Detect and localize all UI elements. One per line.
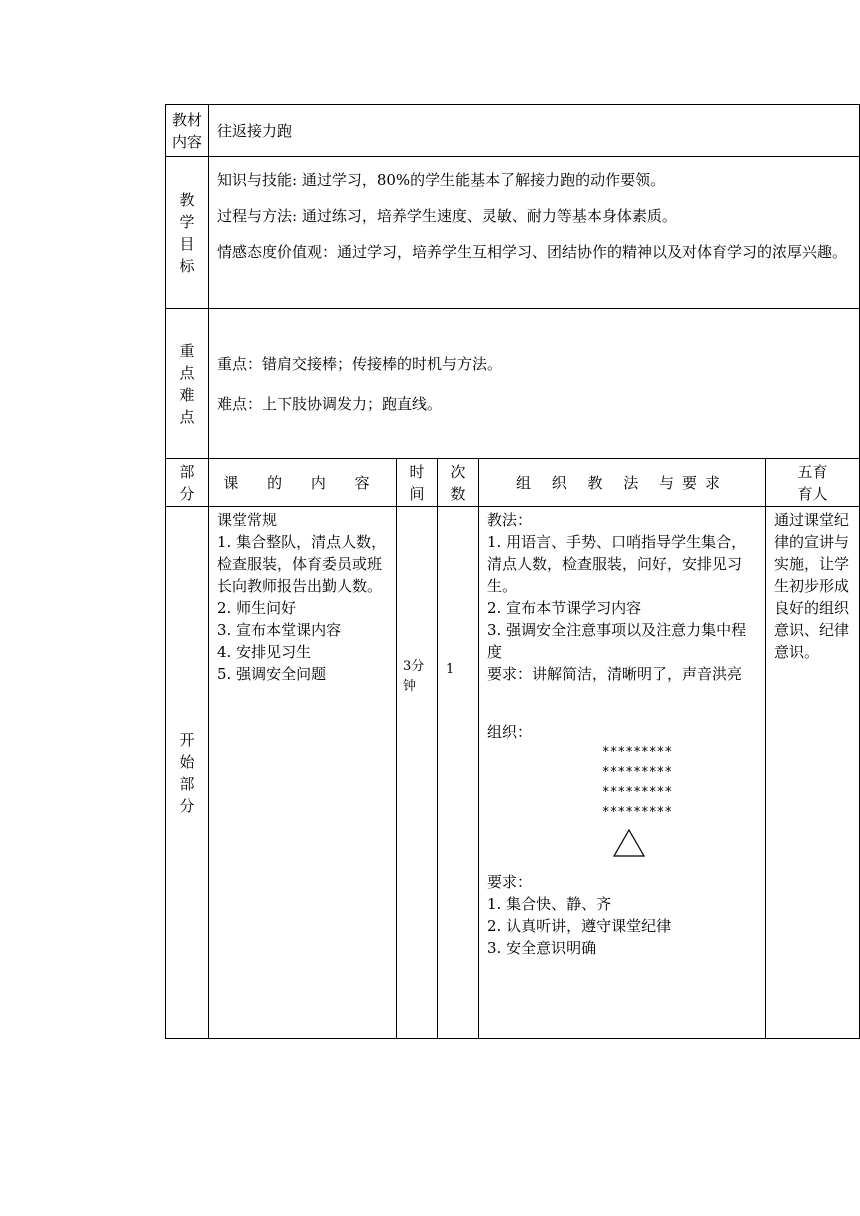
lesson-plan-table <box>165 104 860 1039</box>
teacher-triangle-icon <box>613 829 645 857</box>
teaching-step: 2. 宣布本节课学习内容 <box>487 599 642 617</box>
objectives-row <box>166 157 860 309</box>
formation-row: ********* <box>601 785 673 800</box>
objective-process: 过程与方法: 通过练习，培养学生速度、灵敏、耐力等基本身体素质。 <box>217 207 677 225</box>
header-row <box>166 459 860 507</box>
objective-knowledge: 知识与技能: 通过学习，80%的学生能基本了解接力跑的动作要领。 <box>217 171 666 189</box>
material-content: 往返接力跑 <box>209 105 860 157</box>
requirement-item: 1. 集合快、静、齐 <box>487 895 612 913</box>
formation-row: ********* <box>601 745 673 760</box>
objective-attitude: 情感态度价值观：通过学习，培养学生互相学习、团结协作的精神以及对体育学习的浓厚兴趣。 <box>217 243 848 261</box>
formation-diagram <box>487 743 757 857</box>
opening-method <box>479 507 766 1039</box>
difficult-point: 难点：上下肢协调发力；跑直线。 <box>217 394 443 413</box>
header-count: 次 数 <box>438 459 479 507</box>
formation-row: ********* <box>601 765 673 780</box>
material-row <box>166 105 860 157</box>
header-time: 时 间 <box>397 459 438 507</box>
key-points-content <box>209 309 860 459</box>
organization-title: 组织： <box>487 723 533 741</box>
content-line: 3. 宣布本堂课内容 <box>217 621 342 639</box>
lesson-plan <box>165 104 860 1039</box>
teaching-step: 3. 强调安全注意事项以及注意力集中程度 <box>487 621 747 661</box>
header-education: 五育 育人 <box>766 459 860 507</box>
requirements-title: 要求： <box>487 873 533 891</box>
requirement-item: 2. 认真听讲，遵守课堂纪律 <box>487 917 672 935</box>
content-line: 5. 强调安全问题 <box>217 665 327 683</box>
key-points-label: 重 点 难 点 <box>166 309 209 459</box>
material-label: 教材内容 <box>166 105 209 157</box>
key-points-row <box>166 309 860 459</box>
header-part: 部 分 <box>166 459 209 507</box>
header-method: 组 织 教 法 与要求 <box>479 459 766 507</box>
opening-education: 通过课堂纪律的宣讲与实施，让学生初步形成良好的组织意识、纪律意识。 <box>766 507 860 1039</box>
teaching-step: 1. 用语言、手势、口哨指导学生集合，清点人数，检查服装，问好，安排见习生。 <box>487 533 747 595</box>
requirement-item: 3. 安全意识明确 <box>487 939 597 957</box>
formation-row: ********* <box>601 805 673 820</box>
teaching-requirement: 要求：讲解简洁，清晰明了，声音洪亮 <box>487 665 743 683</box>
opening-row <box>166 507 860 1039</box>
header-content: 课 的 内 容 <box>209 459 397 507</box>
content-line: 1. 集合整队，清点人数，检查服装，体育委员或班长向教师报告出勤人数。 <box>217 533 387 595</box>
objectives-content <box>209 157 860 309</box>
opening-count: 1 <box>438 507 479 1039</box>
teaching-title: 教法： <box>487 511 533 529</box>
content-line: 4. 安排见习生 <box>217 643 312 661</box>
opening-time: 3分钟 <box>397 507 438 1039</box>
opening-part: 开 始 部 分 <box>166 507 209 1039</box>
opening-content <box>209 507 397 1039</box>
content-line: 2. 师生问好 <box>217 599 297 617</box>
objectives-label: 教 学 目 标 <box>166 157 209 309</box>
key-point: 重点：错肩交接棒；传接棒的时机与方法。 <box>217 354 503 373</box>
content-line: 课堂常规 <box>217 511 278 529</box>
